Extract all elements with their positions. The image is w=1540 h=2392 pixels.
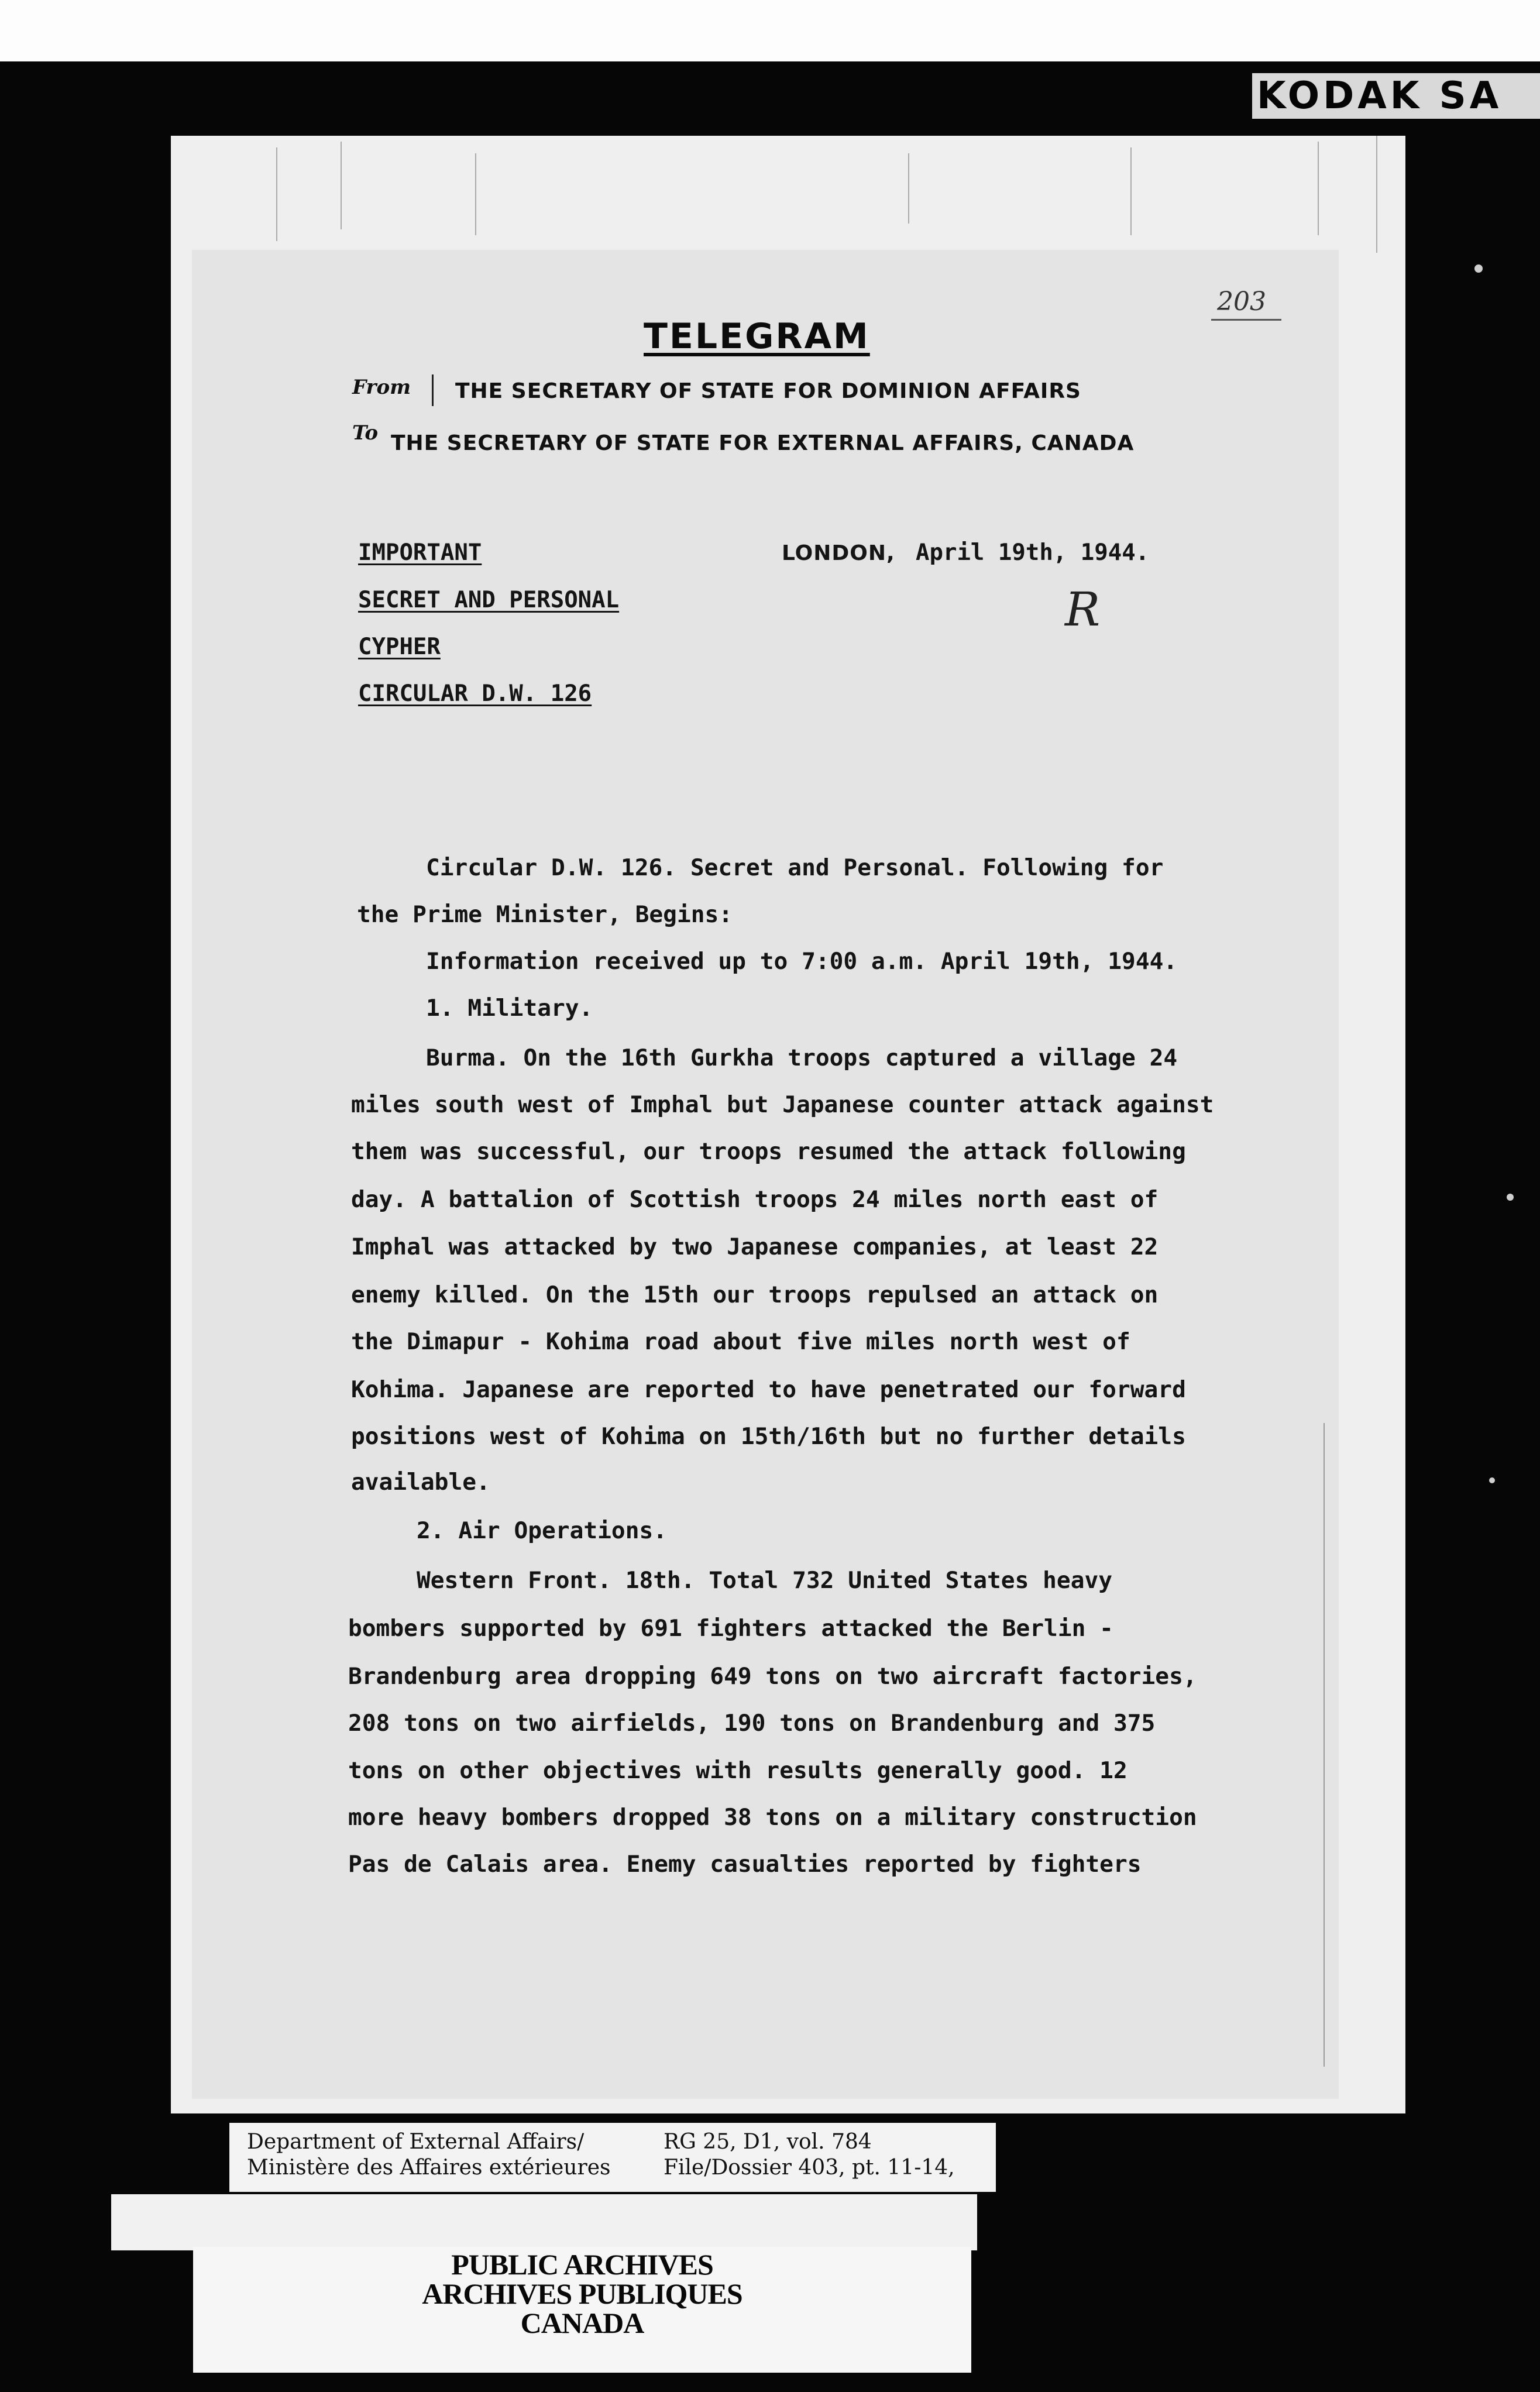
paper-crease <box>1324 1423 1325 2067</box>
archives-card-tab <box>111 2194 977 2250</box>
body-line: miles south west of Imphal but Japanese counter attack against <box>351 1091 1214 1118</box>
body-line: more heavy bombers dropped 38 tons on a military construction <box>348 1804 1197 1831</box>
body-line: positions west of Kohima on 15th/16th but no further details <box>351 1423 1186 1450</box>
body-line: them was successful, our troops resumed the attack following <box>351 1138 1186 1165</box>
section-heading: 2. Air Operations. <box>417 1517 668 1544</box>
recipient: THE SECRETARY OF STATE FOR EXTERNAL AFFAIRS, CANADA <box>391 431 1135 455</box>
body-line: day. A battalion of Scottish troops 24 miles north east of <box>351 1186 1159 1213</box>
body-line: 208 tons on two airfields, 190 tons on Brandenburg and 375 <box>348 1710 1156 1737</box>
film-speck <box>1489 1477 1495 1483</box>
body-line: Burma. On the 16th Gurkha troops captured a village 24 <box>426 1044 1178 1071</box>
paper-crease <box>341 142 342 229</box>
priority-marking: IMPORTANT <box>358 539 482 566</box>
archives-line-3: CANADA <box>520 2307 644 2339</box>
body-line: Information received up to 7:00 a.m. April 19th, 1944. <box>426 948 1178 975</box>
paper-crease <box>1376 136 1377 253</box>
body-line: Brandenburg area dropping 649 tons on two aircraft factories, <box>348 1663 1197 1690</box>
from-divider <box>432 374 434 406</box>
department-line-1: Department of External Affairs/ <box>247 2130 585 2154</box>
film-brand-mark: KODAK SA <box>1252 73 1540 119</box>
paper-crease <box>1318 142 1319 235</box>
reference-line-1: RG 25, D1, vol. 784 <box>664 2130 872 2154</box>
place: LONDON, <box>782 541 895 565</box>
page-number-rule <box>1211 319 1281 321</box>
from-label: From <box>352 376 411 399</box>
classification-marking: SECRET AND PERSONAL <box>358 587 620 613</box>
body-line: the Prime Minister, Begins: <box>357 901 733 928</box>
circular-marking: CIRCULAR D.W. 126 <box>358 681 592 707</box>
archive-reference-label <box>229 2123 996 2192</box>
archives-line-2: ARCHIVES PUBLIQUES <box>422 2277 742 2310</box>
paper-crease <box>276 147 277 241</box>
telegram-title: TELEGRAM <box>644 316 870 357</box>
body-line: Kohima. Japanese are reported to have penetrated our forward <box>351 1376 1186 1403</box>
reference-line-2: File/Dossier 403, pt. 11-14, <box>664 2156 955 2180</box>
method-marking: CYPHER <box>358 634 441 660</box>
date: April 19th, 1944. <box>916 539 1150 566</box>
department-line-2: Ministère des Affaires extérieures <box>247 2156 611 2180</box>
body-line: Pas de Calais area. Enemy casualties reported by fighters <box>348 1851 1142 1878</box>
body-line: available. <box>351 1469 490 1496</box>
body-line: the Dimapur - Kohima road about five miles north west of <box>351 1328 1130 1355</box>
film-speck <box>1474 264 1483 273</box>
paper-crease <box>1130 147 1132 235</box>
body-line: Western Front. 18th. Total 732 United States heavy <box>417 1567 1113 1594</box>
body-line: enemy killed. On the 15th our troops repulsed an attack on <box>351 1281 1159 1308</box>
page-number: 203 <box>1217 287 1266 317</box>
section-heading: 1. Military. <box>426 995 593 1022</box>
to-label: To <box>352 421 379 445</box>
body-line: Imphal was attacked by two Japanese companies, at least 22 <box>351 1233 1159 1260</box>
archives-line-1: PUBLIC ARCHIVES <box>451 2248 713 2281</box>
handwritten-mark: R <box>1065 582 1101 637</box>
paper-crease <box>908 153 909 224</box>
paper-crease <box>475 153 476 235</box>
body-line: Circular D.W. 126. Secret and Personal. Following for <box>426 854 1164 881</box>
archives-stamp <box>193 2247 971 2373</box>
film-speck <box>1507 1194 1514 1201</box>
body-line: bombers supported by 691 fighters attacked the Berlin - <box>348 1615 1113 1642</box>
sender: THE SECRETARY OF STATE FOR DOMINION AFFAIRS <box>455 379 1081 403</box>
body-line: tons on other objectives with results generally good. 12 <box>348 1757 1128 1784</box>
